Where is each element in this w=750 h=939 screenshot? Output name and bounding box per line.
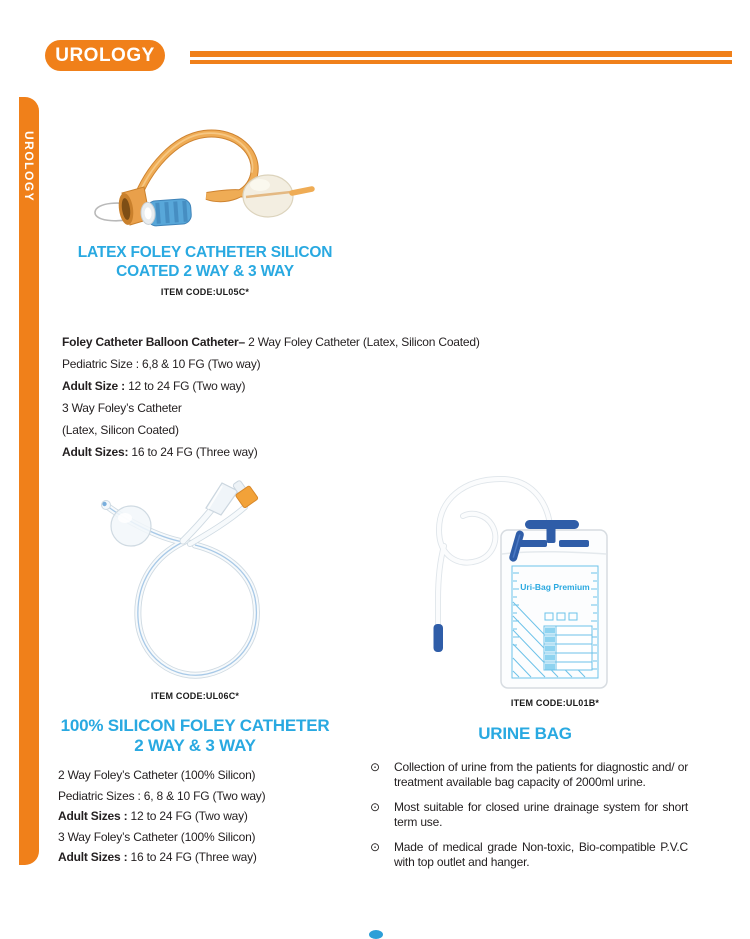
feature-text: Collection of urine from the patients for diagnostic and/ or treatment available bag capacity of 2000ml urine. <box>394 760 688 789</box>
header-divider-stripes <box>190 51 732 64</box>
silicon-foley-catheter-photo <box>95 478 285 690</box>
description-line: 3 Way Foley’s Catheter (100% Silicon) <box>58 829 256 844</box>
description-line: Adult Sizes: 16 to 24 FG (Three way) <box>62 445 258 459</box>
product-title-line1: LATEX FOLEY CATHETER SILICON <box>77 244 333 261</box>
catheter-tip <box>292 189 312 193</box>
feature-item <box>370 800 688 830</box>
urine-bag-photo <box>395 466 625 698</box>
bullet-icon: ⊙ <box>370 760 381 774</box>
bullet-icon: ⊙ <box>370 840 381 854</box>
catheter-balloon <box>243 175 293 217</box>
sidebar-urology-tab-label: UROLOGY <box>22 131 36 203</box>
bullet-icon: ⊙ <box>370 800 381 814</box>
header-stripe-bottom <box>190 60 732 64</box>
urology-section-tab <box>45 40 165 71</box>
product-title-line2: COATED 2 WAY & 3 WAY <box>116 263 294 280</box>
latex-foley-catheter-photo <box>90 123 340 238</box>
item-code-urine-bag: ITEM CODE:UL01B* <box>510 698 600 708</box>
description-line: Adult Sizes : 12 to 24 FG (Two way) <box>58 809 248 823</box>
silicon-balloon <box>111 506 151 546</box>
description-line: Pediatric Sizes : 6, 8 & 10 FG (Two way) <box>58 788 266 803</box>
feature-item <box>370 840 688 870</box>
page-number-badge <box>369 930 383 939</box>
product-title-latex-foley <box>40 243 370 281</box>
silicon-catheter-tip <box>102 501 111 510</box>
feature-text: Made of medical grade Non-toxic, Bio-compatible P.V.C with top outlet and hanger. <box>394 840 688 869</box>
urine-bag-features <box>370 760 688 880</box>
description-latex-foley <box>62 331 522 463</box>
bag-tube-connector-tip <box>434 624 444 652</box>
product-title-silicon-foley <box>30 716 360 756</box>
product-title-line2: 2 WAY & 3 WAY <box>134 736 256 755</box>
feature-text: Most suitable for closed urine drainage system for short term use. <box>394 800 688 829</box>
description-line: Adult Size : 12 to 24 FG (Two way) <box>62 379 246 393</box>
description-line: 3 Way Foley’s Catheter <box>62 401 182 415</box>
item-code-silicon-foley: ITEM CODE:UL06C* <box>150 691 240 701</box>
header-stripe-top <box>190 51 732 57</box>
description-line: Pediatric Size : 6,8 & 10 FG (Two way) <box>62 357 261 371</box>
description-line: 2 Way Foley’s Catheter (100% Silicon) <box>58 768 256 782</box>
product-title-urine-bag: URINE BAG <box>478 724 572 743</box>
inflation-valve <box>140 198 192 226</box>
latex-tube <box>136 133 255 201</box>
urology-section-tab-label: UROLOGY <box>55 44 155 66</box>
description-line: Foley Catheter Balloon Catheter– 2 Way Foley Catheter (Latex, Silicon Coated) <box>62 335 480 349</box>
product-title-line1: 100% SILICON FOLEY CATHETER <box>60 716 330 735</box>
feature-item <box>370 760 688 790</box>
description-silicon-foley <box>58 765 368 868</box>
description-line: (Latex, Silicon Coated) <box>62 423 179 437</box>
description-line: Adult Sizes : 16 to 24 FG (Three way) <box>58 850 257 864</box>
item-code-latex-foley: ITEM CODE:UL05C* <box>160 287 250 297</box>
bag-brand-label: Uri-Bag Premium <box>520 582 590 592</box>
